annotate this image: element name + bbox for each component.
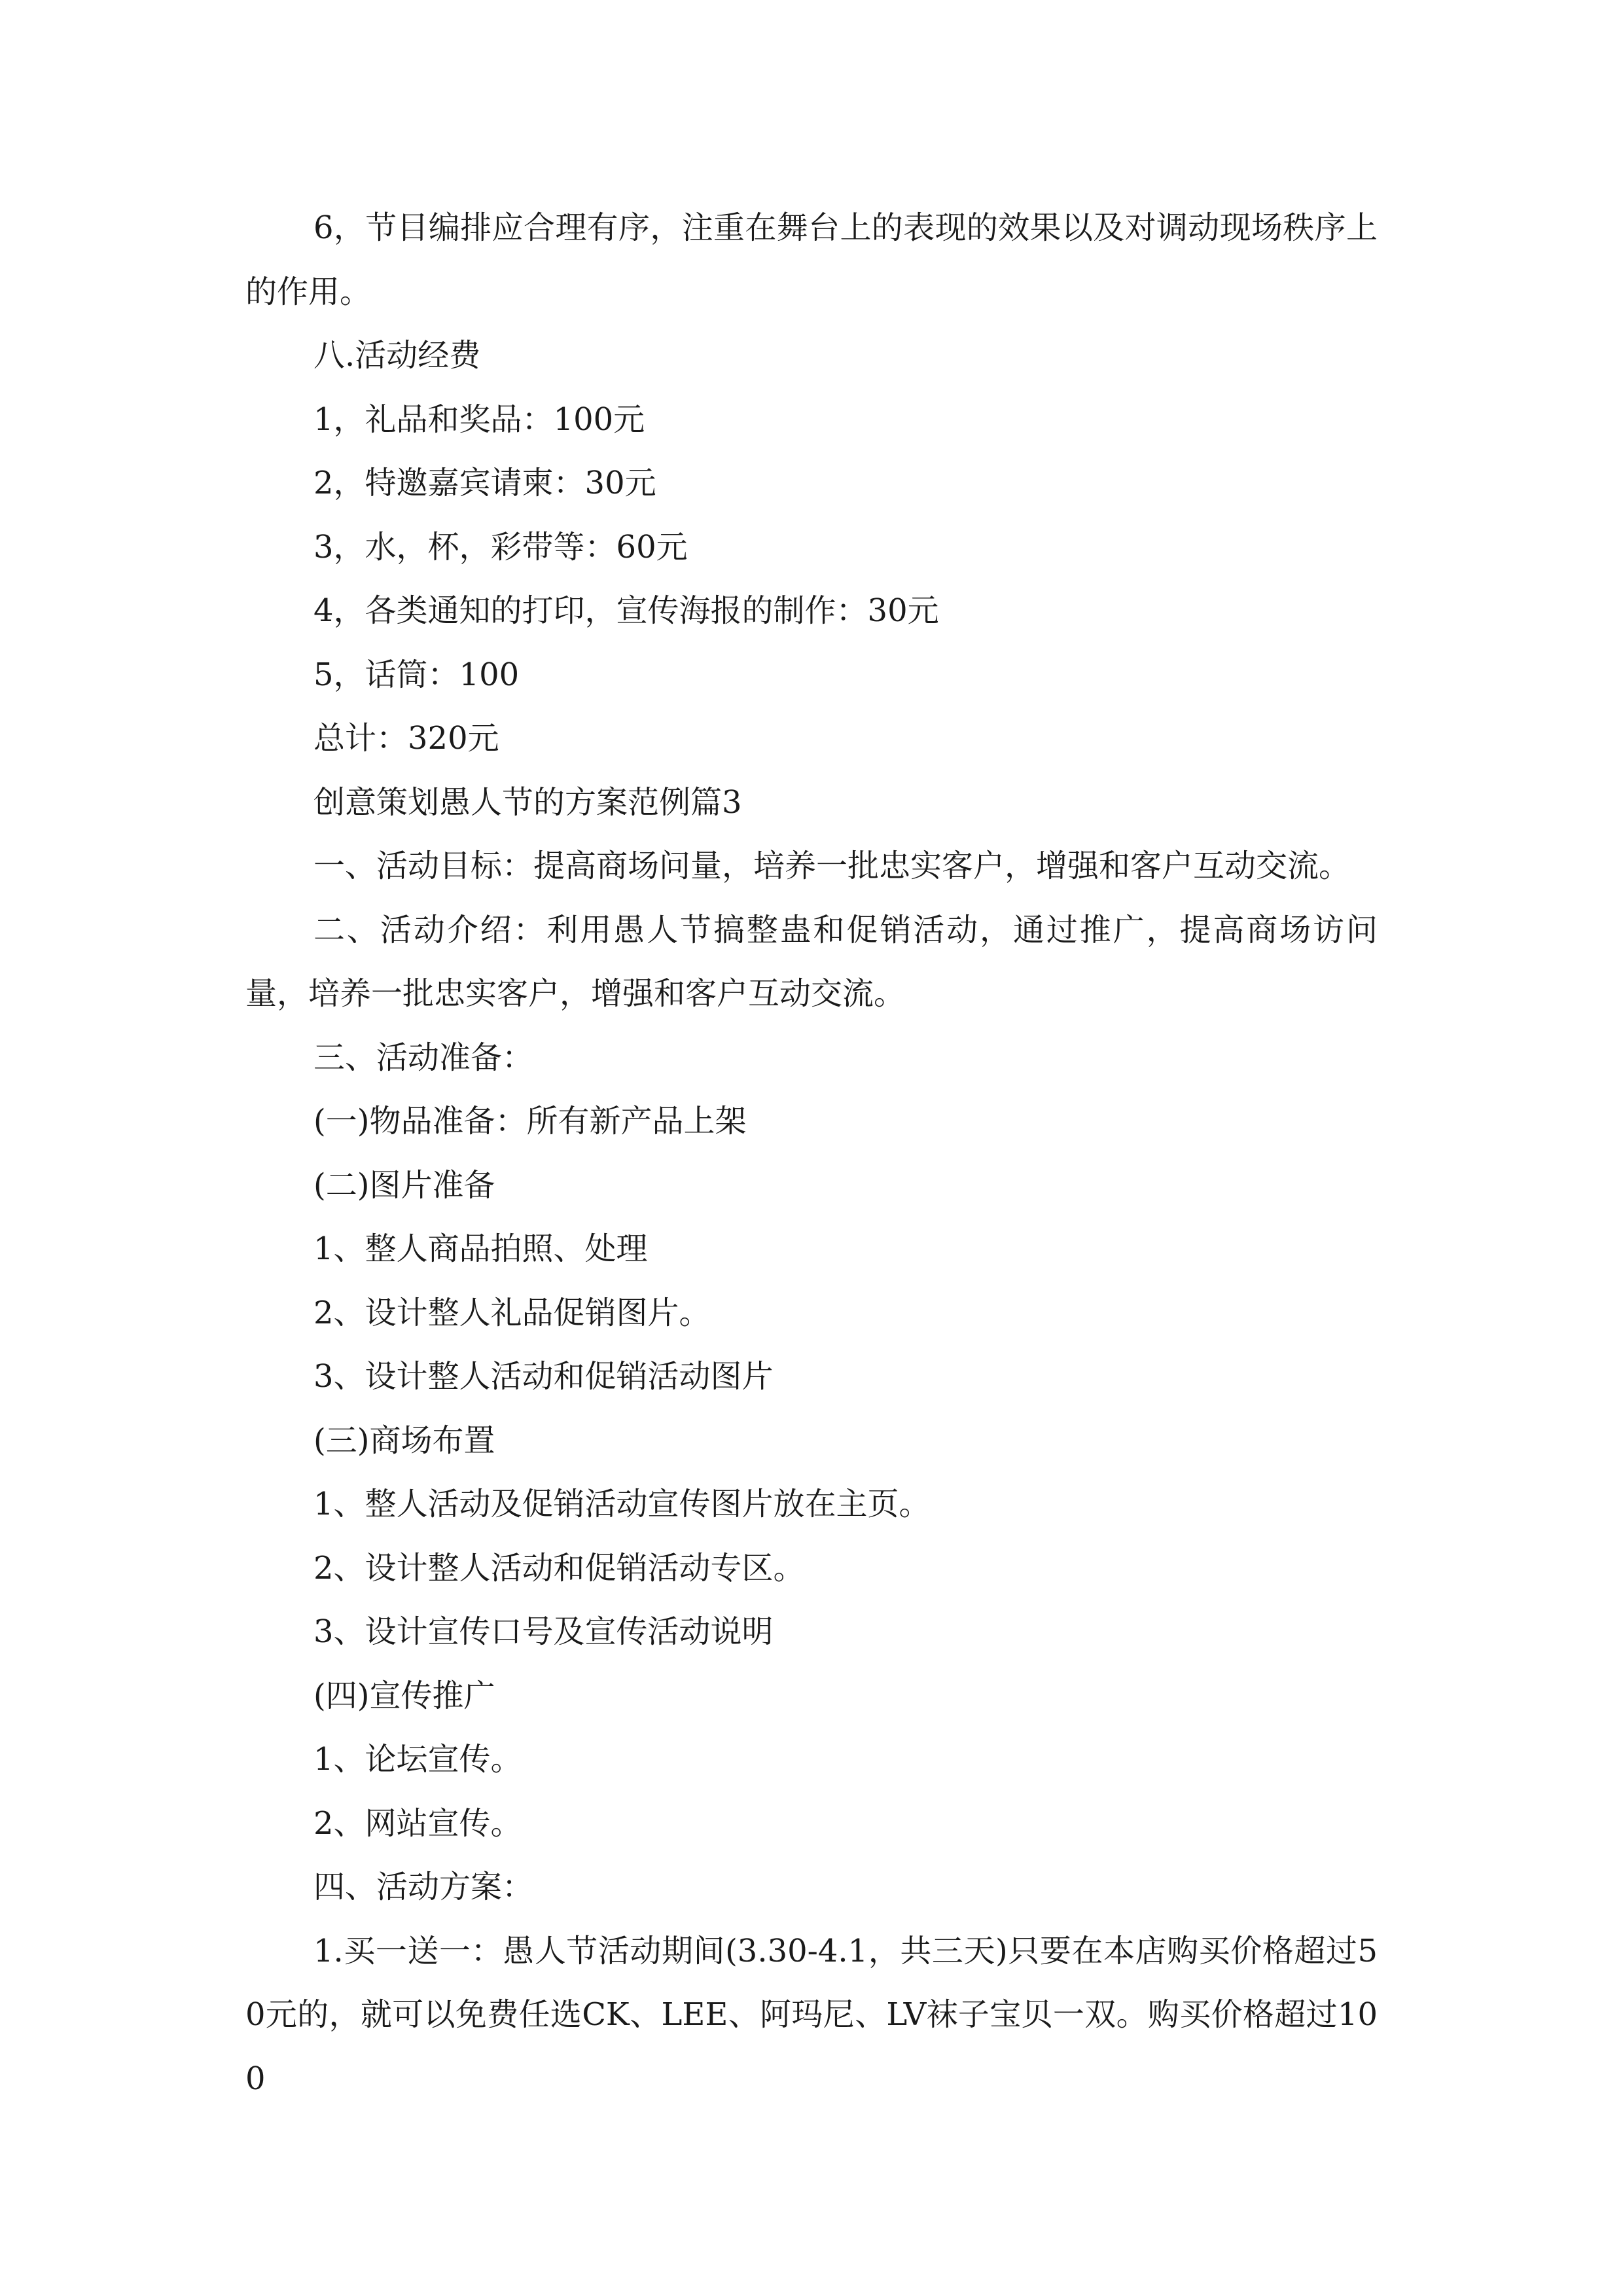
paragraph-activity-intro: 二、活动介绍：利用愚人节搞整蛊和促销活动，通过推广，提高商场访问量，培养一批忠实客户，增强和客户互动交流。 <box>245 911 1378 1012</box>
document-body <box>245 196 1378 2111</box>
heading-activity-plan: 四、活动方案： <box>313 1869 534 1905</box>
subheading-image-preparation: (二)图片准备 <box>313 1166 495 1204</box>
budget-item-gifts: 1，礼品和奖品：100元 <box>313 401 645 438</box>
section-title: 创意策划愚人节的方案范例篇3 <box>313 783 742 821</box>
list-item: 2、设计整人礼品促销图片。 <box>313 1294 711 1331</box>
paragraph-activity-goal: 一、活动目标：提高商场问量，培养一批忠实客户，增强和客户互动交流。 <box>313 848 1351 884</box>
list-item: 1、整人活动及促销活动宣传图片放在主页。 <box>313 1486 931 1522</box>
paragraph-program-arrangement: 6，节目编排应合理有序，注重在舞台上的表现的效果以及对调动现场秩序上的作用。 <box>245 209 1378 310</box>
subheading-store-layout: (三)商场布置 <box>313 1422 495 1459</box>
budget-item-supplies: 3，水，杯，彩带等：60元 <box>313 528 688 565</box>
heading-activity-preparation: 三、活动准备： <box>313 1039 534 1076</box>
list-item: 3、设计整人活动和促销活动图片 <box>313 1358 774 1395</box>
list-item: 2、设计整人活动和促销活动专区。 <box>313 1549 805 1587</box>
budget-item-microphone: 5，话筒：100 <box>313 656 520 693</box>
list-item: 3、设计宣传口号及宣传活动说明 <box>313 1613 774 1650</box>
subheading-promotion: (四)宣传推广 <box>313 1677 495 1714</box>
subheading-goods-preparation: (一)物品准备：所有新产品上架 <box>313 1103 747 1139</box>
list-item: 1、论坛宣传。 <box>313 1741 522 1778</box>
budget-item-invitations: 2，特邀嘉宾请柬：30元 <box>313 465 656 501</box>
heading-activity-budget: 八.活动经费 <box>313 337 481 374</box>
list-item: 1、整人商品拍照、处理 <box>313 1230 648 1267</box>
paragraph-buy-one-get-one: 1.买一送一：愚人节活动期间(3.30-4.1，共三天)只要在本店购买价格超过50元的，就可以免费任选CK、LEE、阿玛尼、LV袜子宝贝一双。购买价格超过100 <box>245 1932 1378 2097</box>
budget-item-printing: 4，各类通知的打印，宣传海报的制作：30元 <box>313 592 939 629</box>
budget-total: 总计：320元 <box>313 720 499 757</box>
list-item: 2、网站宣传。 <box>313 1804 522 1842</box>
